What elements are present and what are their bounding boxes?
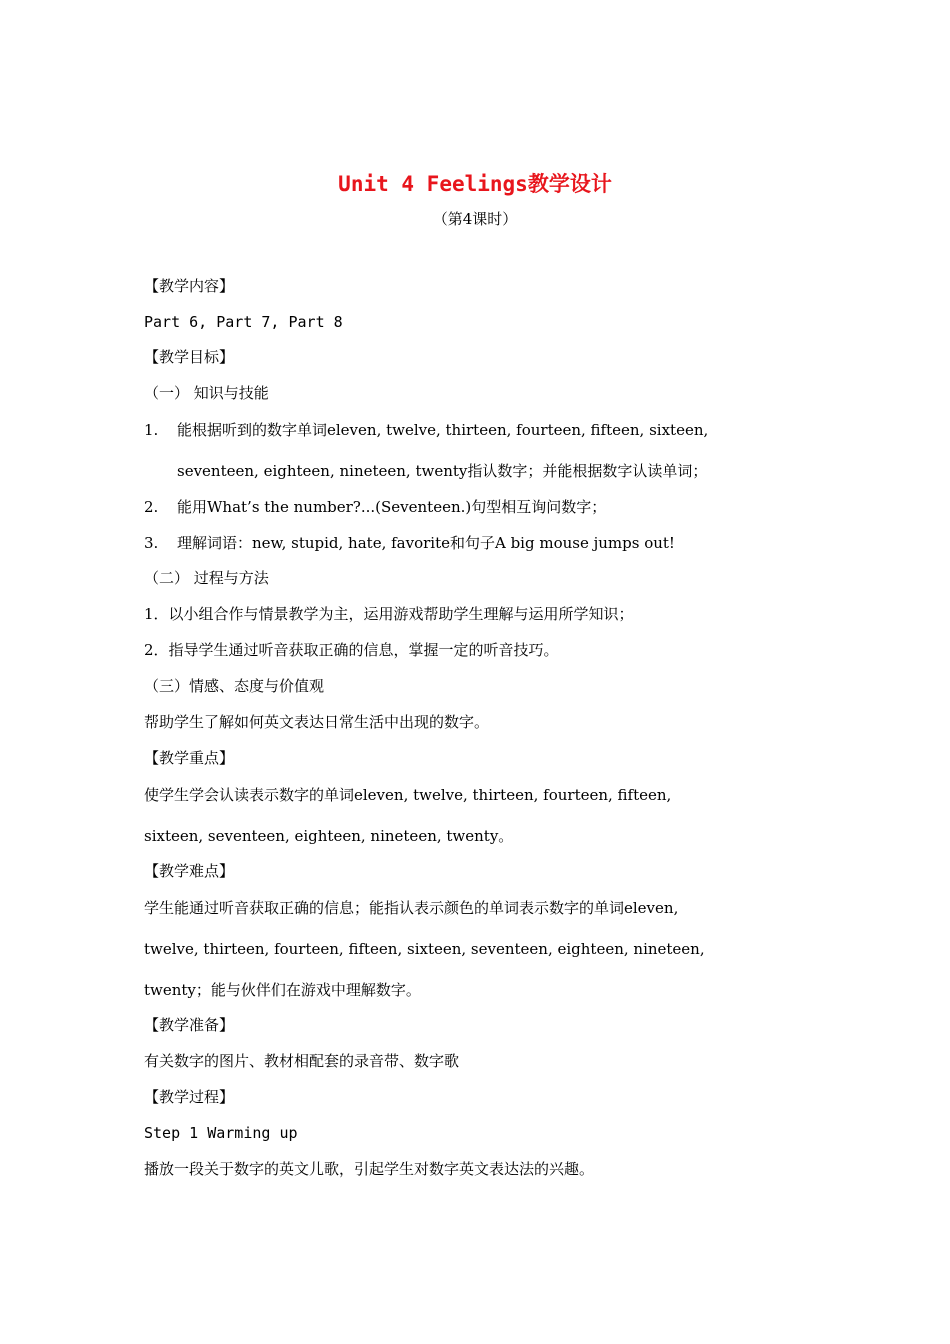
content-text: Part 6, Part 7, Part 8 [144,313,343,331]
difficult-points-line-3: twenty；能与伙伴们在游戏中理解数字。 [144,981,421,999]
goal-item-2-number: 2. [144,498,159,516]
goal-item-1-number: 1. [144,421,159,439]
goal-subheading-knowledge: （一） 知识与技能 [144,384,269,402]
difficult-points-line-1: 学生能通过听音获取正确的信息；能指认表示颜色的单词表示数字的单词eleven, [144,899,679,917]
key-points-line-1: 使学生学会认读表示数字的单词eleven, twelve, thirteen, fourteen, fifteen, [144,786,672,804]
document-title: Unit 4 Feelings教学设计 [338,172,612,196]
key-points-heading: 【教学重点】 [144,749,235,767]
difficult-points-line-2: twelve, thirteen, fourteen, fifteen, sixteen, seventeen, eighteen, nineteen, [144,940,705,958]
goal-item-1-continued: seventeen, eighteen, nineteen, twenty指认数字；并能根据数字认读单词； [177,462,708,480]
goal-item-3-number: 3. [144,534,159,552]
goal-item-3-text: 理解词语：new, stupid, hate, favorite和句子A big mouse jumps out! [177,534,675,552]
key-points-line-2: sixteen, seventeen, eighteen, nineteen, twenty。 [144,827,514,845]
content-heading: 【教学内容】 [144,277,235,295]
preparation-text: 有关数字的图片、教材相配套的录音带、数字歌 [144,1052,460,1070]
emotion-text: 帮助学生了解如何英文表达日常生活中出现的数字。 [144,713,490,731]
procedure-heading: 【教学过程】 [144,1088,235,1106]
goal-subheading-emotion: （三）情感、态度与价值观 [144,677,325,695]
document-subtitle: （第4课时） [432,210,518,228]
difficult-points-heading: 【教学难点】 [144,862,235,880]
goal-subheading-process: （二） 过程与方法 [144,569,269,587]
goal-item-1-text: 能根据听到的数字单词eleven, twelve, thirteen, fourteen, fifteen, sixteen, [177,421,709,439]
goal-item-2-text: 能用What’s the number?...(Seventeen.)句型相互询问数字； [177,498,607,516]
process-item-1: 1．以小组合作与情景教学为主，运用游戏帮助学生理解与运用所学知识； [144,605,634,623]
process-item-2: 2．指导学生通过听音获取正确的信息，掌握一定的听音技巧。 [144,641,559,659]
step-1-title: Step 1 Warming up [144,1124,298,1142]
step-1-text: 播放一段关于数字的英文儿歌，引起学生对数字英文表达法的兴趣。 [144,1160,595,1178]
preparation-heading: 【教学准备】 [144,1016,235,1034]
goal-heading: 【教学目标】 [144,348,235,366]
